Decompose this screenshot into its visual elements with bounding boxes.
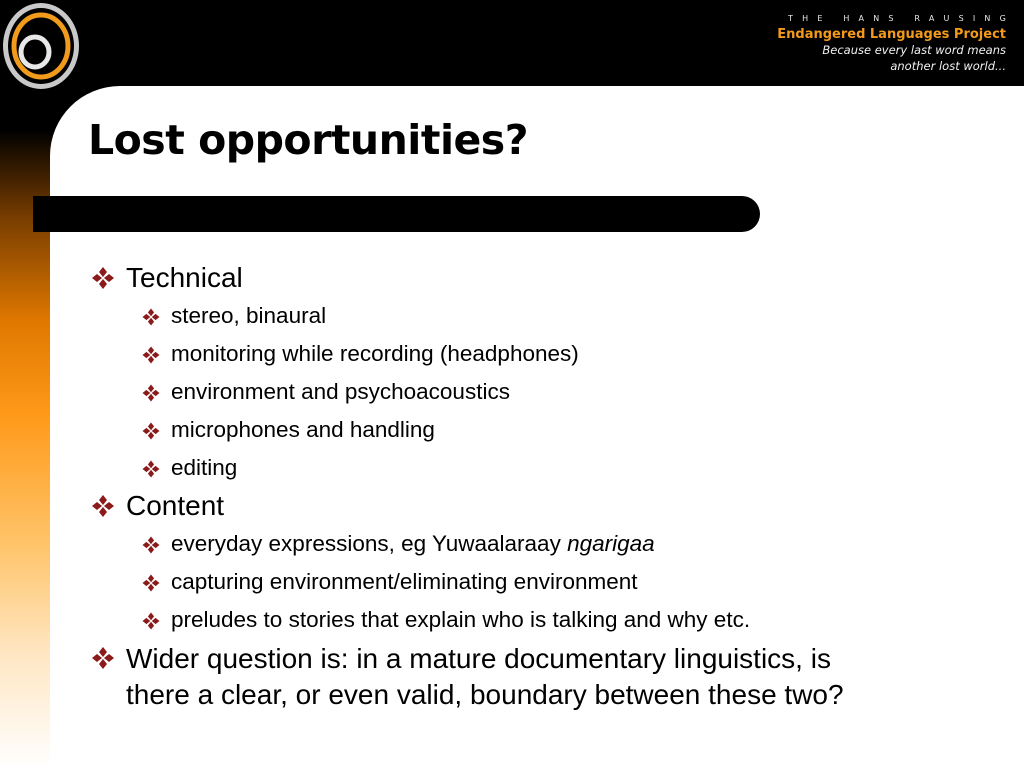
four-diamond-bullet-icon — [141, 383, 161, 403]
sub-bullet — [90, 605, 1010, 634]
italic-term: ngarigaa — [567, 531, 655, 556]
tagline-line-2: another lost world... — [890, 59, 1006, 73]
bullet-label: Technical — [126, 262, 243, 293]
sub-bullet-text: stereo, binaural — [171, 303, 327, 328]
sub-bullet — [90, 529, 1010, 558]
bullet-label: Content — [126, 490, 225, 521]
four-diamond-bullet-icon — [90, 265, 116, 291]
title-underline-bar — [33, 196, 760, 232]
sub-bullet — [90, 301, 1010, 330]
sub-bullet-text: preludes to stories that explain who is talking and why etc. — [171, 607, 751, 632]
hans-rausing-elp-logo-icon — [0, 0, 84, 96]
sub-bullet-text: editing — [171, 455, 238, 480]
slide-title: Lost opportunities? — [88, 116, 528, 164]
sub-bullet — [90, 567, 1010, 596]
four-diamond-bullet-icon — [141, 459, 161, 479]
four-diamond-bullet-icon — [90, 493, 116, 519]
four-diamond-bullet-icon — [141, 573, 161, 593]
brand-name: Endangered Languages Project — [777, 27, 1006, 42]
bullet-content — [90, 489, 1010, 523]
sub-bullet — [90, 377, 1010, 406]
four-diamond-bullet-icon — [141, 611, 161, 631]
sub-bullet-text: everyday expressions, eg Yuwaalaraay — [171, 531, 568, 556]
sub-bullet-text: microphones and handling — [171, 417, 435, 442]
tagline-line-1: Because every last word means — [822, 43, 1006, 57]
four-diamond-bullet-icon — [141, 307, 161, 327]
four-diamond-bullet-icon — [141, 421, 161, 441]
bullet-technical — [90, 261, 1010, 295]
four-diamond-bullet-icon — [141, 345, 161, 365]
sub-bullet-text: environment and psychoacoustics — [171, 379, 510, 404]
sub-bullet — [90, 453, 1010, 482]
brand-top-line: THE HANS RAUSING — [788, 14, 1015, 23]
sub-bullet — [90, 339, 1010, 368]
sub-bullet — [90, 415, 1010, 444]
sub-bullet-text: capturing environment/eliminating environment — [171, 569, 638, 594]
closing-line-1: Wider question is: in a mature documentary linguistics, is — [126, 643, 831, 674]
header-branding — [777, 14, 1015, 74]
closing-line-2: there a clear, or even valid, boundary between these two? — [126, 679, 844, 710]
bullet-closing-question — [90, 641, 1010, 713]
four-diamond-bullet-icon — [90, 645, 116, 671]
four-diamond-bullet-icon — [141, 535, 161, 555]
sub-bullet-text: monitoring while recording (headphones) — [171, 341, 579, 366]
bullet-list — [90, 258, 1010, 713]
